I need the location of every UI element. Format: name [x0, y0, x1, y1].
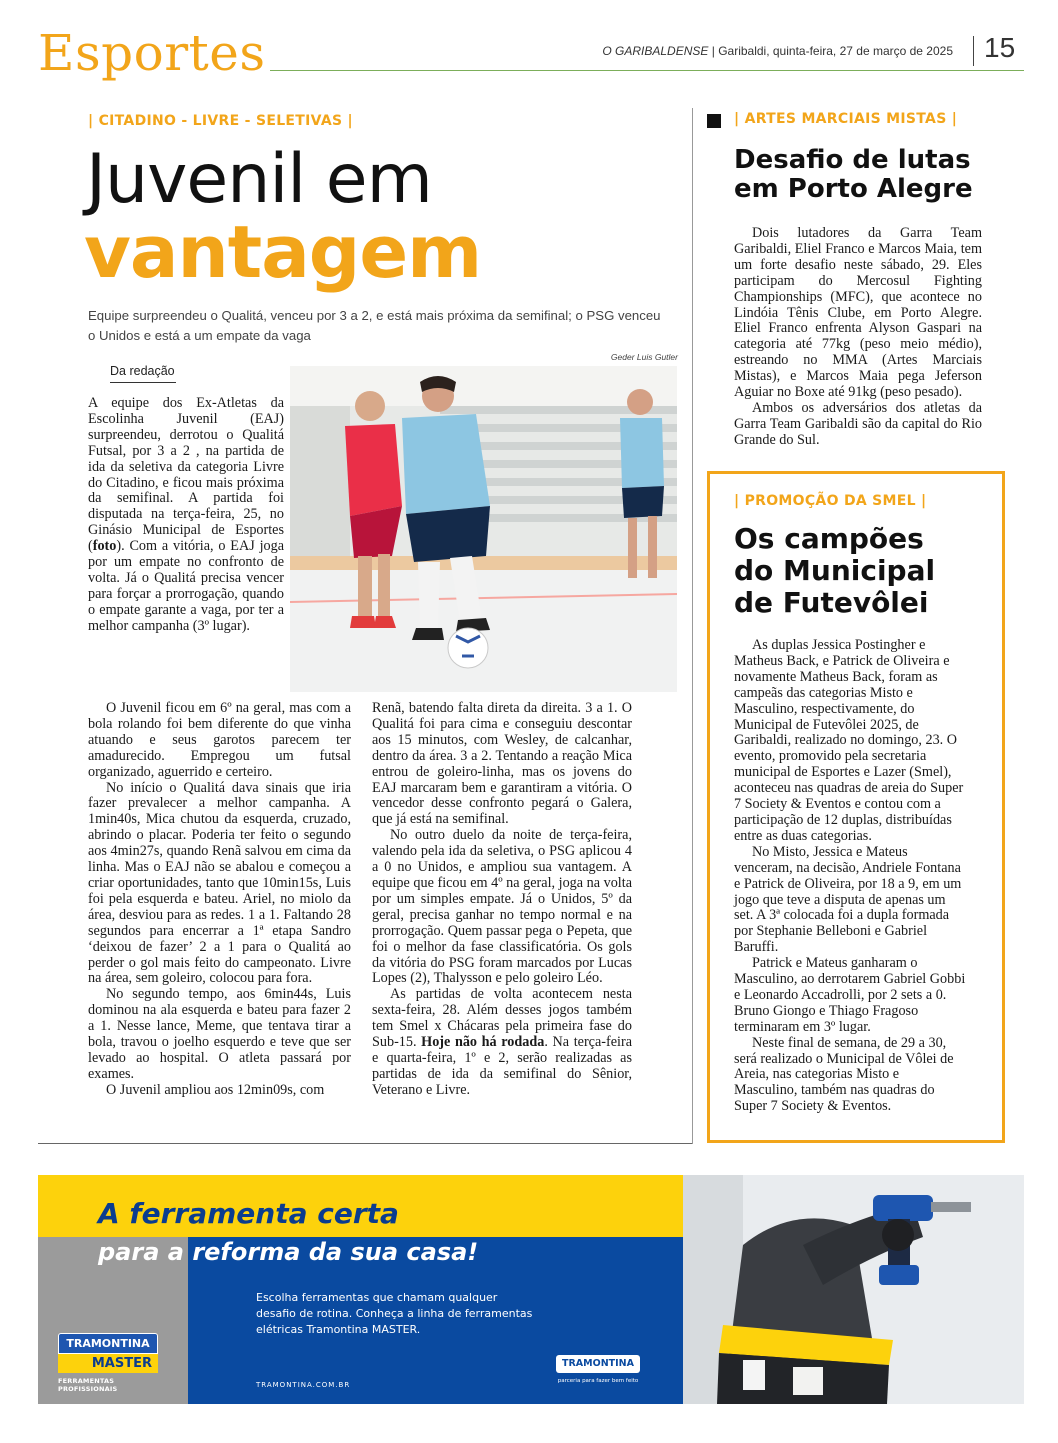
main-paragraph-6: Renã, batendo falta direta da direita. 3 a 1. O Qualitá foi para cima e conseguiu descontar aos 15 minutos, com Wesley, de calcanhar, dentro da área. 3 a 2. Tentando a reação Mica entrou de goleiro-linha, mas os jovens do EAJ marcaram bem e garantiram a vitória. O vencedor desse confronto pegará o Galera, que já está na semifinal.	[372, 700, 632, 828]
main-paragraph-2: O Juvenil ficou em 6º na geral, mas com a bola rolando foi bem diferente do que vinha atuando e seus garotos parecem ter amadurecido. Empregou um futsal organizado, aguerrido e certeiro.	[88, 700, 351, 780]
section-marker	[707, 114, 721, 128]
ad-title-line1: A ferramenta certa	[98, 1197, 399, 1230]
page-number: 15	[984, 32, 1016, 63]
promo-paragraph-1: As duplas Jessica Postingher e Matheus Back, e Patrick de Oliveira e novamente Matheus Back, foram as campeãs das categorias Misto e Masculino, respectivamente, do Municipal de Futevôlei 2025, de Garibaldi, realizado no domingo, 23. O evento, promovido pela secretaria municipal de Esportes e Lazer (Smel), aconteceu nas quadras de areia do Super 7 Society & Eventos e contou com a participação de 12 duplas, distribuídas entre as duas categorias.	[734, 637, 964, 844]
main-col2	[372, 701, 632, 1099]
futsal-photo	[290, 366, 677, 692]
main-headline-line1: Juvenil em	[86, 140, 432, 219]
page-number-separator	[973, 36, 974, 66]
main-headline-line2: vantagem	[84, 210, 482, 294]
column-divider	[692, 108, 693, 1144]
drill-worker-photo	[683, 1175, 1024, 1404]
promo-headline: Os campões do Municipal de Futevôlei	[734, 522, 936, 619]
byline: Da redação	[110, 364, 175, 378]
main-paragraph-3: No início o Qualitá dava sinais que iria fazer prevalecer a melhor campanha. A 1min40s, Mica chutou da esquerda, cruzado, abrindo o placar. Poderia ter feito o segundo aos 4min27s, quando Renã salvou em cima da linha. Mas o EAJ não se abalou e começou a criar oportunidades, tanto que 10min15s, Luis foi pela esquerda e bateu. Ariel, no miolo da área, desviou para as redes. 1 a 1. Faltando 28 segundos para encerrar a 1ª etapa Sandro ‘deixou de fazer’ 2 a 1 para o Qualitá ao perder o gol mais feito do campeonato. Livre na área, sem goleiro, colocou para fora.	[88, 779, 351, 987]
paper-name: O GARIBALDENSE	[602, 44, 709, 58]
header-separator: |	[711, 44, 719, 58]
promo-paragraph-3: Patrick e Mateus ganharam o Masculino, ao derrotarem Gabriel Gobbi e Leonardo Accadrolli, por 2 sets a 0. Bruno Giongo e Thiago Fragoso terminaram em 3º lugar.	[734, 955, 966, 1035]
bold-no-round: Hoje não há rodada	[421, 1034, 545, 1051]
main-paragraph-1: A equipe dos Ex-Atletas da Escolinha Juvenil (EAJ) surpreendeu, derrotou o Qualitá Futsal, por 3 a 2 , na partida de ida da seletiva da categoria Livre do Citadino, e ficou mais próxima da semifinal. A partida foi disputada na terça-feira, 25, no Ginásio Municipal de Esportes (foto). Com a vitória, o EAJ joga por um empate no confronto de volta. Já o Qualitá precisa vencer para forçar a prorrogação, quando o empate garante a vaga, por ter a melhor campanha (3º lugar).	[88, 395, 284, 634]
promo-kicker: | PROMOÇÃO DA SMEL |	[734, 493, 927, 509]
main-deck: Equipe surpreendeu o Qualitá, venceu por 3 a 2, e está mais próxima da semifinal; o PSG venceu o Unidos e está a um empate da vaga	[88, 308, 661, 343]
photo-credit: Geder Luis Gutler	[610, 352, 678, 362]
main-col1-top	[88, 396, 284, 635]
promo-body	[734, 638, 966, 1115]
promo-paragraph-2: No Misto, Jessica e Mateus venceram, na decisão, Andriele Fontana e Patrick de Oliveira, por 18 a 9, em um jogo que teve a disputa de apenas um set. A 3ª colocada foi a dupla formada por Stephanie Belleboni e Gabriel Baruffi.	[734, 843, 962, 956]
sidebar-paragraph-2: Ambos os adversários dos atletas da Garra Team Garibaldi são da capital do Rio Grande do Sul.	[734, 399, 982, 448]
main-paragraph-8: As partidas de volta acontecem nesta sexta-feira, 28. Além desses jogos também tem Smel x Chácaras pela primeira fase do Sub-15. Hoje não há rodada. Na terça-feira e quarta-feira, 1º e 2, serão realizadas as partidas de ida da semifinal do Sênior, Veterano e Livre.	[372, 986, 632, 1098]
main-bottom-rule	[38, 1143, 692, 1144]
tramontina-logo: TRAMONTINA	[556, 1355, 640, 1373]
sidebar-kicker: | ARTES MARCIAIS MISTAS |	[734, 111, 958, 127]
main-paragraph-7: No outro duelo da noite de terça-feira, valendo pela ida da seletiva, o PSG aplicou 4 a 0 no Unidos, e ampliou sua vantagem. A equipe que ficou em 4º na geral, joga na volta por um simples empate. Já o Unidos, 5º da geral, precisa ganhar no tempo normal e na prorrogação. Quem passar pega o Pepeta, que foi o melhor da fase classificatória. Os gols da vitória do PSG foram marcados por Lucas Lopes (2), Thalysson e pelo goleiro Léo.	[372, 827, 632, 987]
tramontina-tagline: parceria para fazer bem feito	[557, 1378, 639, 1384]
edition-date: Garibaldi, quinta-feira, 27 de março de 2025	[718, 44, 953, 58]
bold-photo-reference: foto	[92, 538, 117, 555]
main-kicker: | CITADINO - LIVRE - SELETIVAS |	[88, 113, 353, 129]
promo-paragraph-4: Neste final de semana, de 29 a 30, será realizado o Municipal de Vôlei de Areia, nas categorias Misto e Masculino, também nas quadras do Super 7 Society & Eventos.	[734, 1034, 954, 1115]
byline-rule	[110, 382, 176, 383]
sidebar-paragraph-1: Dois lutadores da Garra Team Garibaldi, Eliel Franco e Marcos Maia, tem um forte desafio neste sábado, 29. Eles participam do Mercosul Fighting Championships (MFC), que acontece no Lindóia Tênis Clube, em Porto Alegre. Eliel Franco enfrenta Alyson Gaspari na categoria até 77kg (peso meio médio), estreando no MMA (Artes Marciais Mistas), e Marcos Maia pega Jeferson Aguiar no Boxe até 91kg (peso pesado).	[734, 225, 982, 401]
header-meta	[602, 44, 953, 58]
tramontina-advertisement[interactable]	[38, 1175, 1024, 1404]
main-paragraph-5: O Juvenil ampliou aos 12min09s, com	[106, 1081, 325, 1098]
tramontina-master-logo: TRAMONTINA MASTER FERRAMENTAS PROFISSIONAIS	[58, 1333, 158, 1393]
ad-url[interactable]: TRAMONTINA.COM.BR	[256, 1381, 351, 1389]
main-col1-bottom	[88, 701, 351, 1099]
sidebar-body	[734, 226, 982, 449]
header-rule	[270, 70, 1024, 71]
section-title: Esportes	[38, 24, 266, 82]
main-paragraph-4: No segundo tempo, aos 6min44s, Luis dominou na ala esquerda e bateu para fazer 2 a 1. Nesse lance, Meme, que tentava tirar a bola, travou o joelho esquerdo e teve que ser levado ao hospital. O atleta passará por exames.	[88, 986, 351, 1082]
sidebar-headline: Desafio de lutas em Porto Alegre	[734, 145, 973, 205]
ad-copy: Escolha ferramentas que chamam qualquer desafio de rotina. Conheça a linha de ferramentas elétricas Tramontina MASTER.	[256, 1291, 533, 1336]
ad-title-line2: para a reforma da sua casa!	[98, 1238, 479, 1266]
futsal-photo-illustration	[290, 366, 677, 692]
